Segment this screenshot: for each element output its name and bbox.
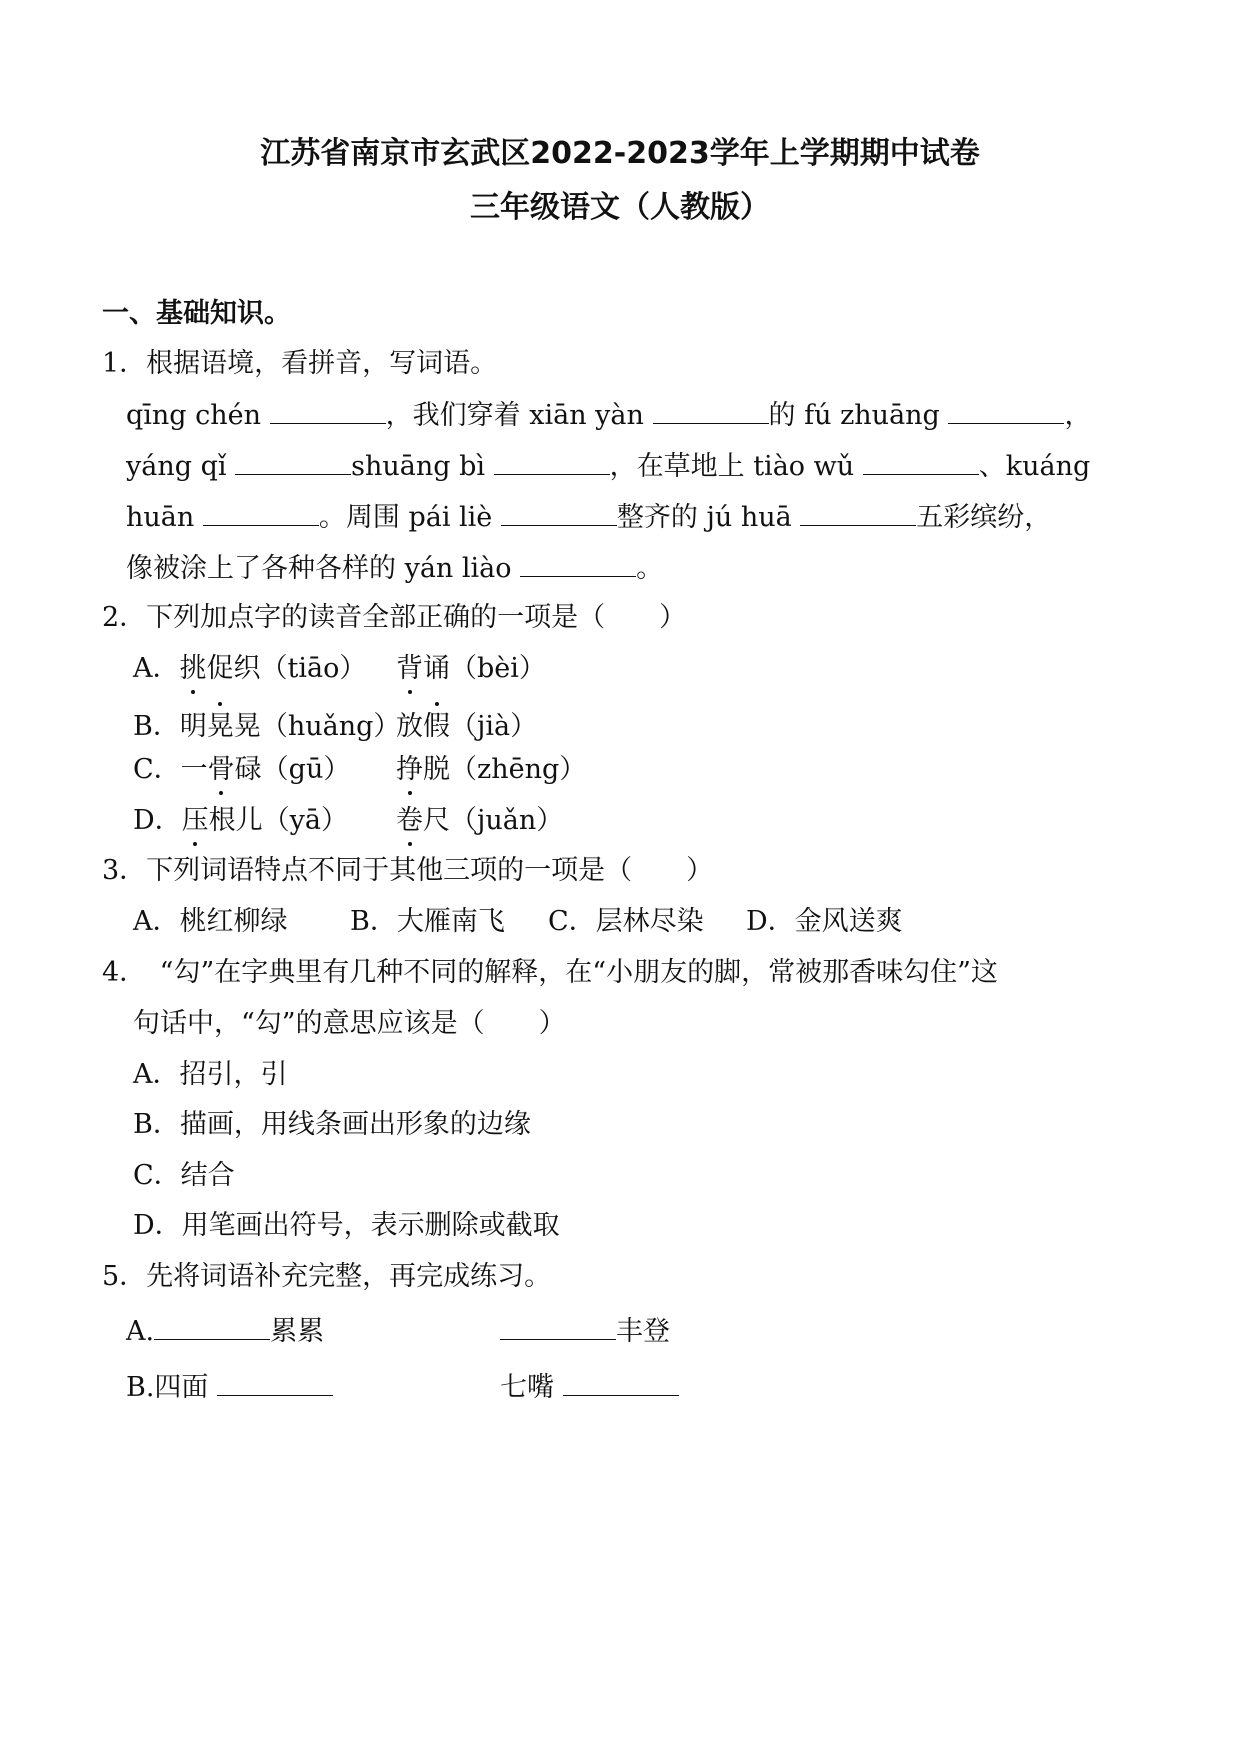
pinyin-qing-chen: qīng chén: [126, 400, 262, 431]
dotted-char: 挣: [396, 752, 423, 788]
q4-stem-line1: 4． “勾”在字典里有几种不同的解释，在“小朋友的脚，常被那香味勾住”这: [102, 957, 998, 988]
pinyin-yang-qi: yáng qǐ: [126, 451, 227, 482]
pinyin-huan: huān: [126, 502, 195, 533]
page-subtitle: 三年级语文（人教版）: [470, 190, 770, 225]
dotted-char: 假: [423, 709, 450, 745]
q5-stem: 5．先将词语补充完整，再完成练习。: [102, 1261, 552, 1292]
dotted-char: 晃: [207, 709, 234, 745]
answer-blank[interactable]: [653, 397, 769, 424]
q5-item-a1: [126, 1313, 324, 1350]
q2-option-b[interactable]: B．明晃晃（huǎng）: [133, 709, 400, 745]
q1-line-3: [126, 499, 1051, 536]
q1-stem: 1．根据语境，看拼音，写词语。: [102, 348, 498, 379]
q3-option-a[interactable]: A．桃红柳绿: [133, 906, 288, 937]
q1-text: 、kuáng: [978, 451, 1091, 482]
q1-text: 。: [636, 553, 664, 584]
idiom-part: 累累: [270, 1316, 325, 1347]
pinyin-shuang-bi: shuāng bì: [351, 451, 486, 482]
q2-stem: 2．下列加点字的读音全部正确的一项是（ ）: [102, 602, 687, 633]
q3-option-b[interactable]: B．大雁南飞: [350, 906, 505, 937]
section-heading-basics: 一、基础知识。: [102, 298, 291, 329]
answer-blank[interactable]: [520, 550, 636, 577]
answer-blank[interactable]: [563, 1369, 679, 1396]
q3-stem: 3．下列词语特点不同于其他三项的一项是（ ）: [102, 855, 714, 886]
option-label: B．: [133, 711, 180, 742]
q1-text: ，我们穿着 xiān yàn: [385, 400, 644, 431]
q1-text: 的 fú zhuāng: [768, 400, 940, 431]
answer-blank[interactable]: [154, 1313, 270, 1340]
answer-blank[interactable]: [217, 1369, 333, 1396]
answer-blank[interactable]: [235, 448, 351, 475]
dotted-char: 背: [396, 651, 423, 687]
q1-text: 整齐的 jú huā: [616, 502, 792, 533]
q5-item-a2: [500, 1313, 670, 1350]
q1-text: 像被涂上了各种各样的 yán liào: [126, 553, 512, 584]
q1-text: ，: [1064, 400, 1092, 431]
q2-option-c-word2: 挣脱（zhēng）: [396, 752, 586, 788]
q4-option-c[interactable]: C．结合: [133, 1160, 235, 1191]
dotted-char: 骨: [208, 752, 235, 788]
q3-option-d[interactable]: D．金风送爽: [746, 906, 903, 937]
option-label: C．: [133, 754, 181, 785]
answer-blank[interactable]: [500, 1313, 616, 1340]
q1-text: 五彩缤纷，: [916, 502, 1052, 533]
answer-blank[interactable]: [203, 499, 319, 526]
q4-stem-line2: 句话中，“勾”的意思应该是（ ）: [133, 1008, 566, 1039]
q2-option-a-word2: 背诵（bèi）: [396, 651, 546, 687]
answer-blank[interactable]: [270, 397, 386, 424]
q1-line-2: [126, 448, 1090, 485]
q1-line-1: [126, 397, 1091, 434]
q2-option-d-word2: 卷尺（juǎn）: [396, 803, 563, 839]
dotted-char: 压: [182, 803, 209, 839]
q3-option-c[interactable]: C．层林尽染: [548, 906, 704, 937]
q2-option-a[interactable]: A．挑促织（tiāo）: [133, 651, 366, 687]
answer-blank[interactable]: [863, 448, 979, 475]
dotted-char: 卷: [396, 803, 423, 839]
q2-option-d[interactable]: D．压根儿（yā）: [133, 803, 348, 839]
answer-blank[interactable]: [948, 397, 1064, 424]
q5-item-b1: [126, 1369, 333, 1406]
q1-text: 。周围 pái liè: [318, 502, 493, 533]
q4-option-d[interactable]: D．用笔画出符号，表示删除或截取: [133, 1210, 560, 1241]
q1-text: ，在草地上 tiào wǔ: [609, 451, 855, 482]
idiom-part: B.四面: [126, 1372, 209, 1403]
answer-blank[interactable]: [501, 499, 617, 526]
answer-blank[interactable]: [800, 499, 916, 526]
idiom-part: 七嘴: [500, 1372, 554, 1403]
q2-option-b-word2: 放假（jià）: [396, 709, 537, 745]
q2-option-c[interactable]: C．一骨碌（gū）: [133, 752, 350, 788]
option-label: A．: [133, 653, 180, 684]
option-label: A.: [126, 1316, 155, 1347]
idiom-part: 丰登: [616, 1316, 670, 1347]
q4-option-b[interactable]: B．描画，用线条画出形象的边缘: [133, 1109, 531, 1140]
q1-line-4: [126, 550, 663, 587]
answer-blank[interactable]: [494, 448, 610, 475]
q5-item-b2: [500, 1369, 679, 1406]
page-title: 江苏省南京市玄武区2022-2023学年上学期期中试卷: [260, 136, 980, 171]
dotted-char: 挑: [180, 651, 207, 687]
option-label: D．: [133, 805, 182, 836]
q4-option-a[interactable]: A．招引，引: [133, 1059, 288, 1090]
